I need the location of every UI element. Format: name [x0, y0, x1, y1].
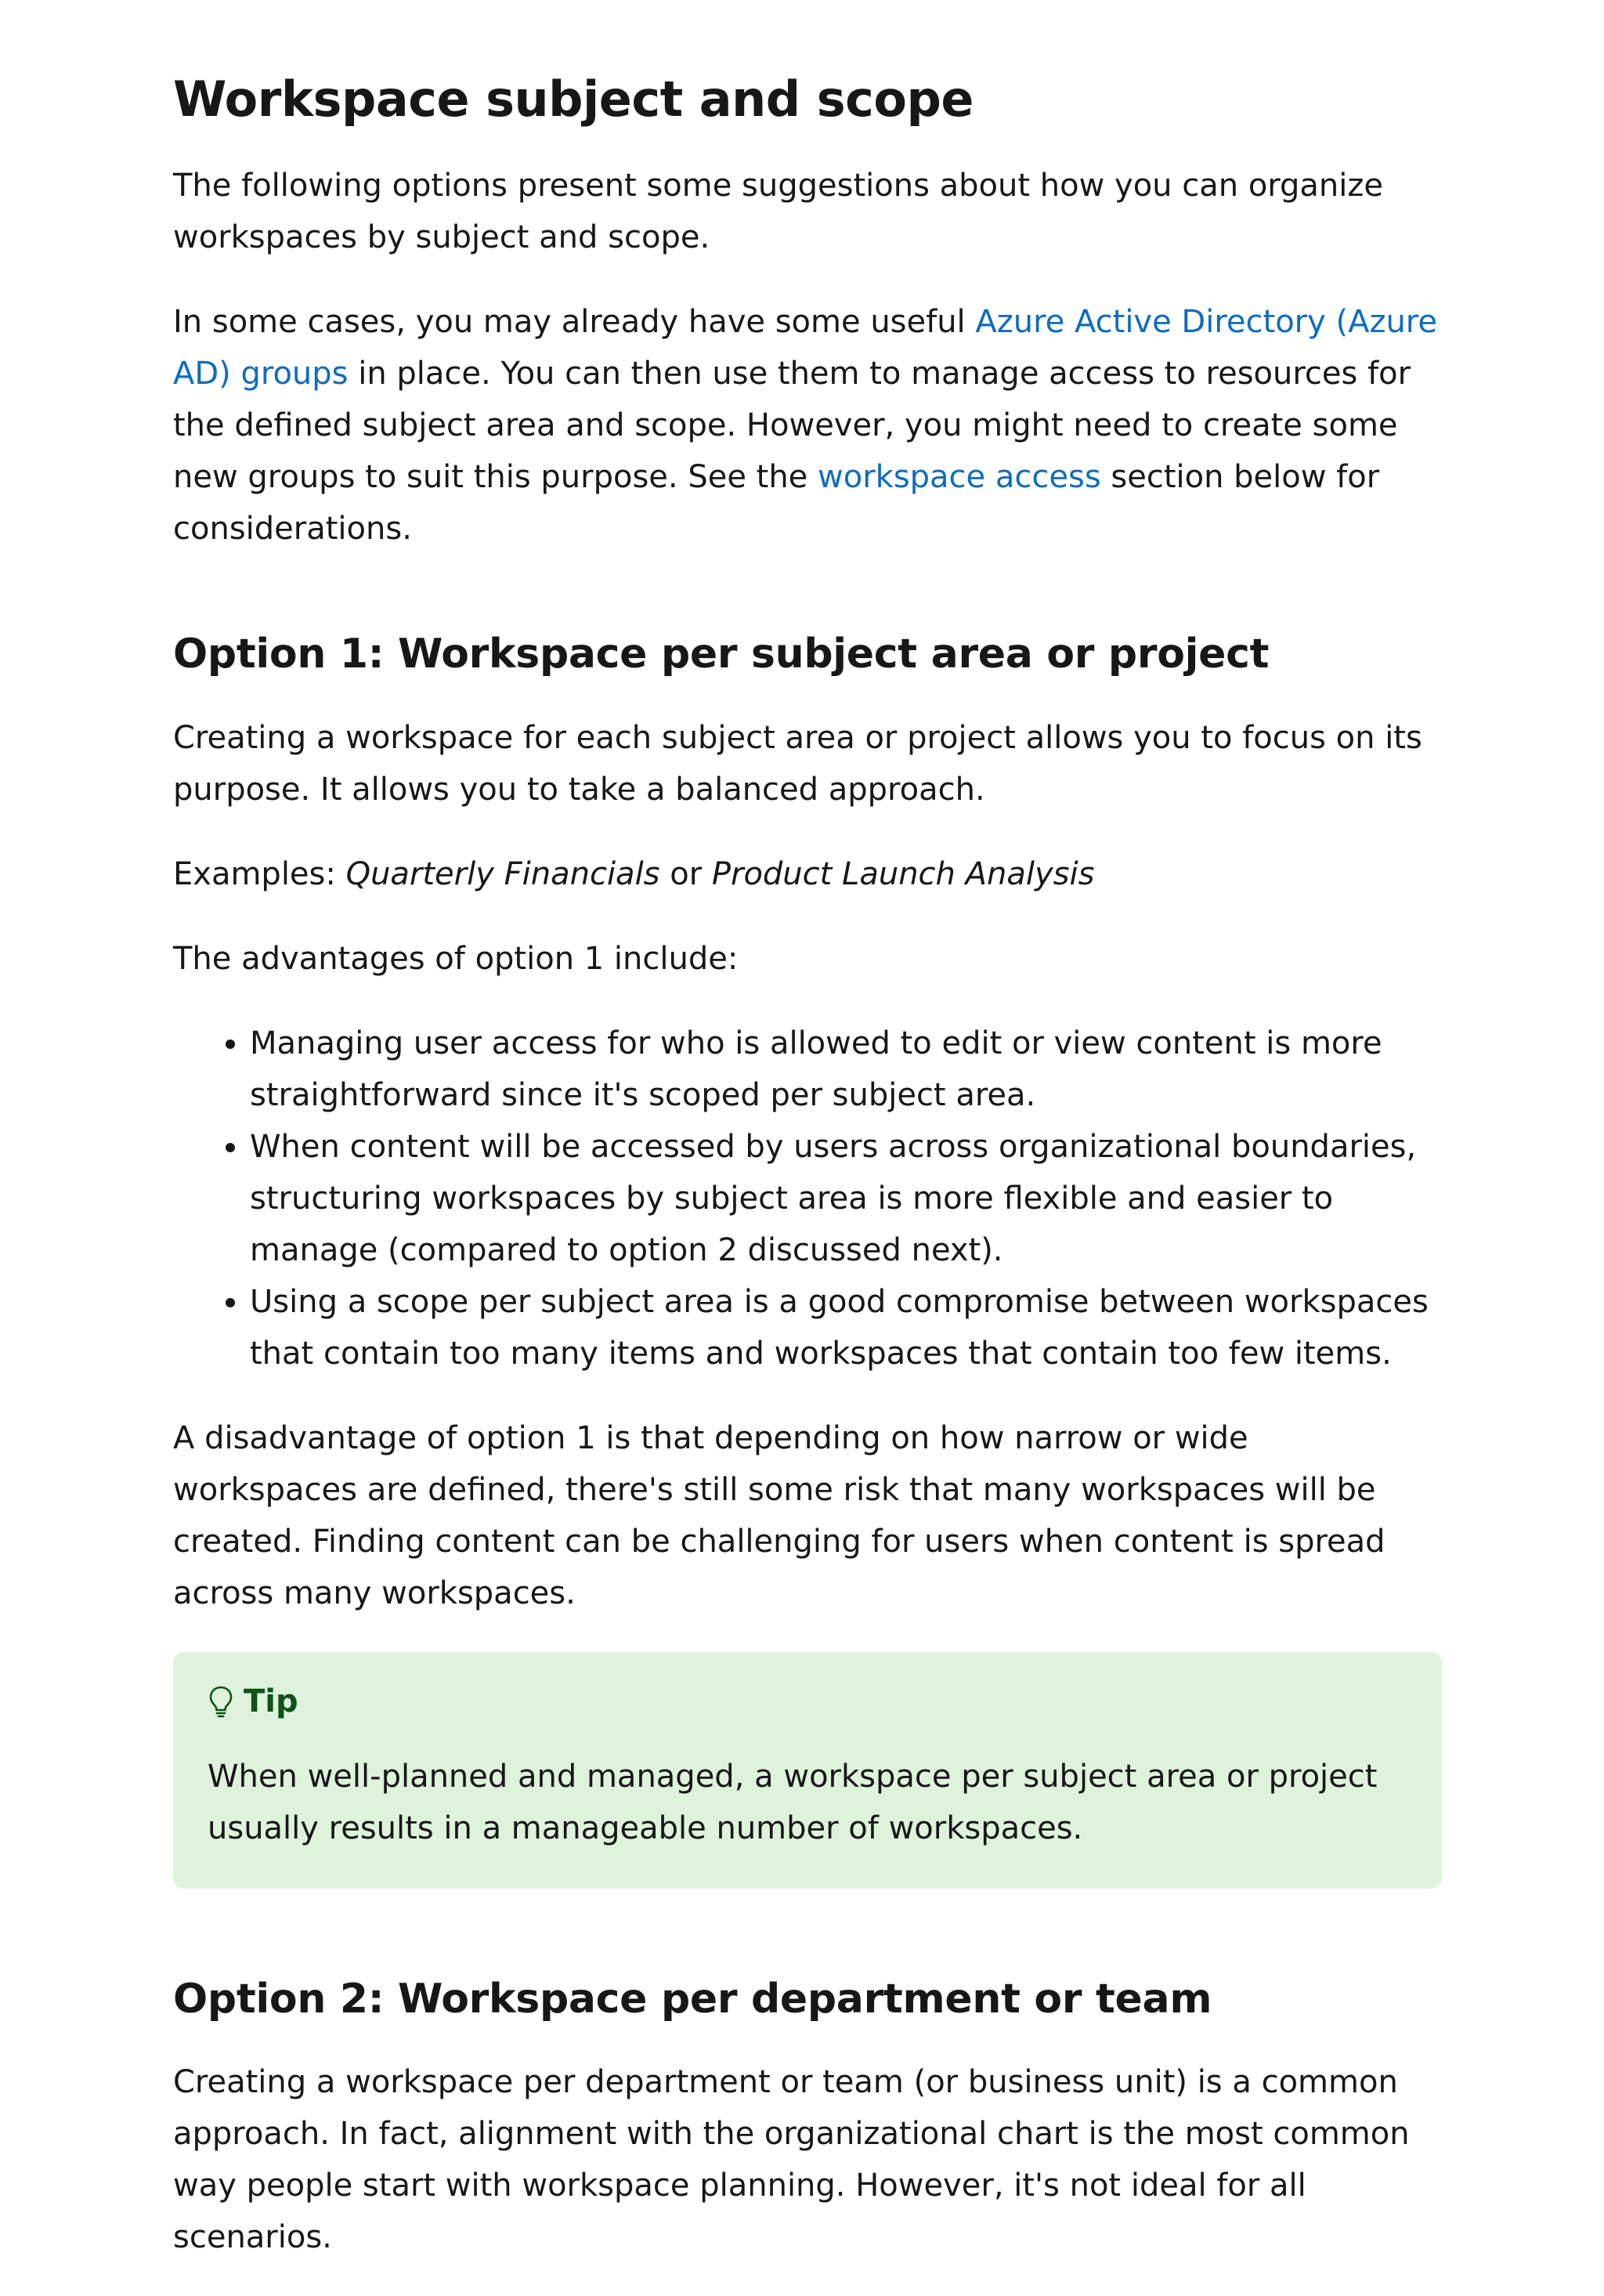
option1-disadvantage: A disadvantage of option 1 is that depending on how narrow or wide workspaces are defined, there's still some risk that many workspaces will be created. Finding content can be challenging for users when content is spread across many workspaces. — [173, 1419, 1385, 1611]
examples-joiner: or — [659, 855, 712, 892]
tip-header — [208, 1683, 1407, 1719]
tip-title: Tip — [244, 1683, 298, 1719]
intro-paragraph: The following options present some suggestions about how you can organize workspaces by subject and scope. — [173, 168, 1383, 256]
list-item: • Managing user access for who is allowed to edit or view content is more straightforward since it's scoped per subject area. — [250, 1018, 1442, 1121]
examples-label: Examples: — [173, 855, 346, 892]
lightbulb-icon — [208, 1685, 234, 1718]
tip-callout — [173, 1652, 1442, 1889]
page-title: Workspace subject and scope — [173, 71, 974, 128]
option1-advantages-intro: The advantages of option 1 include: — [173, 940, 739, 977]
article — [173, 71, 1442, 2296]
workspace-access-link[interactable]: workspace access — [818, 459, 1101, 496]
option1-heading: Option 1: Workspace per subject area or project — [173, 631, 1270, 678]
option1-advantages-list — [173, 1018, 1442, 1379]
list-item: • When content will be accessed by users across organizational boundaries, structuring workspaces by subject area is more flexible and easier to manage (compared to option 2 discussed next). — [250, 1121, 1442, 1276]
tip-text: When well-planned and managed, a workspace per subject area or project usually results in a manageable number of workspaces. — [208, 1758, 1378, 1846]
list-item: • Using a scope per subject area is a good compromise between workspaces that contain too many items and workspaces that contain too few items. — [250, 1276, 1442, 1379]
example-product-launch-analysis: Product Launch Analysis — [711, 855, 1095, 892]
option2-heading: Option 2: Workspace per department or team — [173, 1975, 1212, 2023]
groups-paragraph-text-2: in place. You can then use them to manage access to resources for the defined subject area and scope. However, you might need to create some new groups to suit this purpose. See the — [173, 356, 1411, 496]
groups-paragraph-text-1: In some cases, you may already have some useful — [173, 304, 976, 341]
example-quarterly-financials: Quarterly Financials — [345, 855, 660, 892]
groups-paragraph-text-3: section below for considerations. — [173, 459, 1380, 548]
option1-description: Creating a workspace for each subject area or project allows you to focus on its purpose. It allows you to take a balanced approach. — [173, 719, 1422, 808]
option2-description: Creating a workspace per department or team (or business unit) is a common approach. In fact, alignment with the organizational chart is the most common way people start with workspace planning. However, it's not ideal for all scenarios. — [173, 2064, 1410, 2256]
option1-examples — [173, 848, 1442, 900]
azure-ad-groups-link[interactable]: Azure Active Directory (Azure AD) groups — [173, 304, 1437, 392]
groups-paragraph — [173, 296, 1442, 555]
